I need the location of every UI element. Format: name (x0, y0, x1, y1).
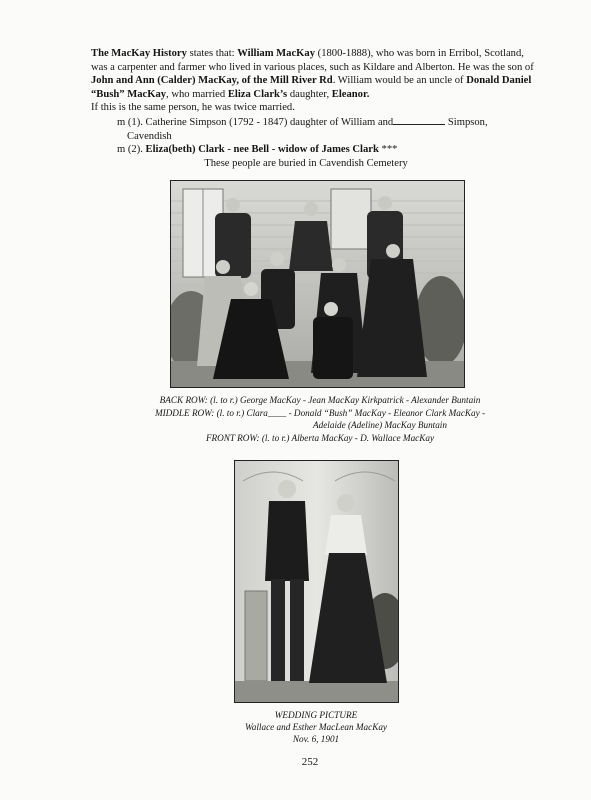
caption-back-row: BACK ROW: (l. to r.) George MacKay - Jean MacKay Kirkpatrick - Alexander Buntain (159, 395, 481, 405)
history-paragraph: The MacKay History states that: William MacKay (1800-1888), who was born in Erribol, Scotland, was a carpenter and farmer who lived in various places, such as Kildare and Alberton. He was the son of John and Ann (Calder) MacKay, of the Mill River Rd. William would be an uncle of Donald Daniel “Bush” MacKay, who married Eliza Clark’s daughter, Eleanor. If this is the same person, he was twice married. (91, 47, 541, 115)
eliza-clark: Eliza Clark’s (227, 88, 288, 100)
wedding-photo (234, 460, 399, 703)
history-title: The MacKay History (91, 48, 187, 59)
wedding-photo-caption (200, 709, 432, 746)
twice-married-line: If this is the same person, he was twice married. (91, 102, 295, 114)
caption-middle-row: MIDDLE ROW: (l. to r.) Clara____ - Donald “Bush” MacKay - Eleanor Clark MacKay - (154, 407, 486, 418)
wedding-photo-image (235, 461, 398, 702)
caption-middle-row-cont: Adelaide (Adeline) MacKay Buntain (313, 420, 447, 431)
marriage-1-place: Cavendish (127, 130, 172, 142)
wedding-caption-names: Wallace and Esther MacLean MacKay (244, 722, 388, 733)
family-photo-caption (100, 394, 540, 444)
intro-text (91, 47, 541, 170)
marriage-2: m (2). Eliza(beth) Clark - nee Bell - widow of James Clark *** (117, 144, 398, 156)
eleanor: Eleanor. (331, 88, 370, 100)
burial-note: These people are buried in Cavendish Cemetery (204, 157, 408, 169)
wedding-caption-date: Nov. 6, 1901 (292, 734, 340, 745)
caption-front-row: FRONT ROW: (l. to r.) Alberta MacKay - D. Wallace MacKay (205, 432, 435, 443)
family-photo-image (171, 181, 464, 387)
parents-name: John and Ann (Calder) MacKay, of the Mill River Rd (91, 75, 333, 87)
william-mackay: William MacKay (237, 48, 316, 59)
blank-line (393, 115, 445, 125)
marriage-1: m (1). Catherine Simpson (1792 - 1847) daughter of William and Simpson, (117, 116, 488, 128)
donald-bush-mackay: Donald Daniel “Bush” MacKay (91, 75, 532, 100)
page-number: 252 (301, 756, 319, 768)
wedding-caption-title: WEDDING PICTURE (274, 710, 358, 720)
family-photo (170, 180, 465, 388)
